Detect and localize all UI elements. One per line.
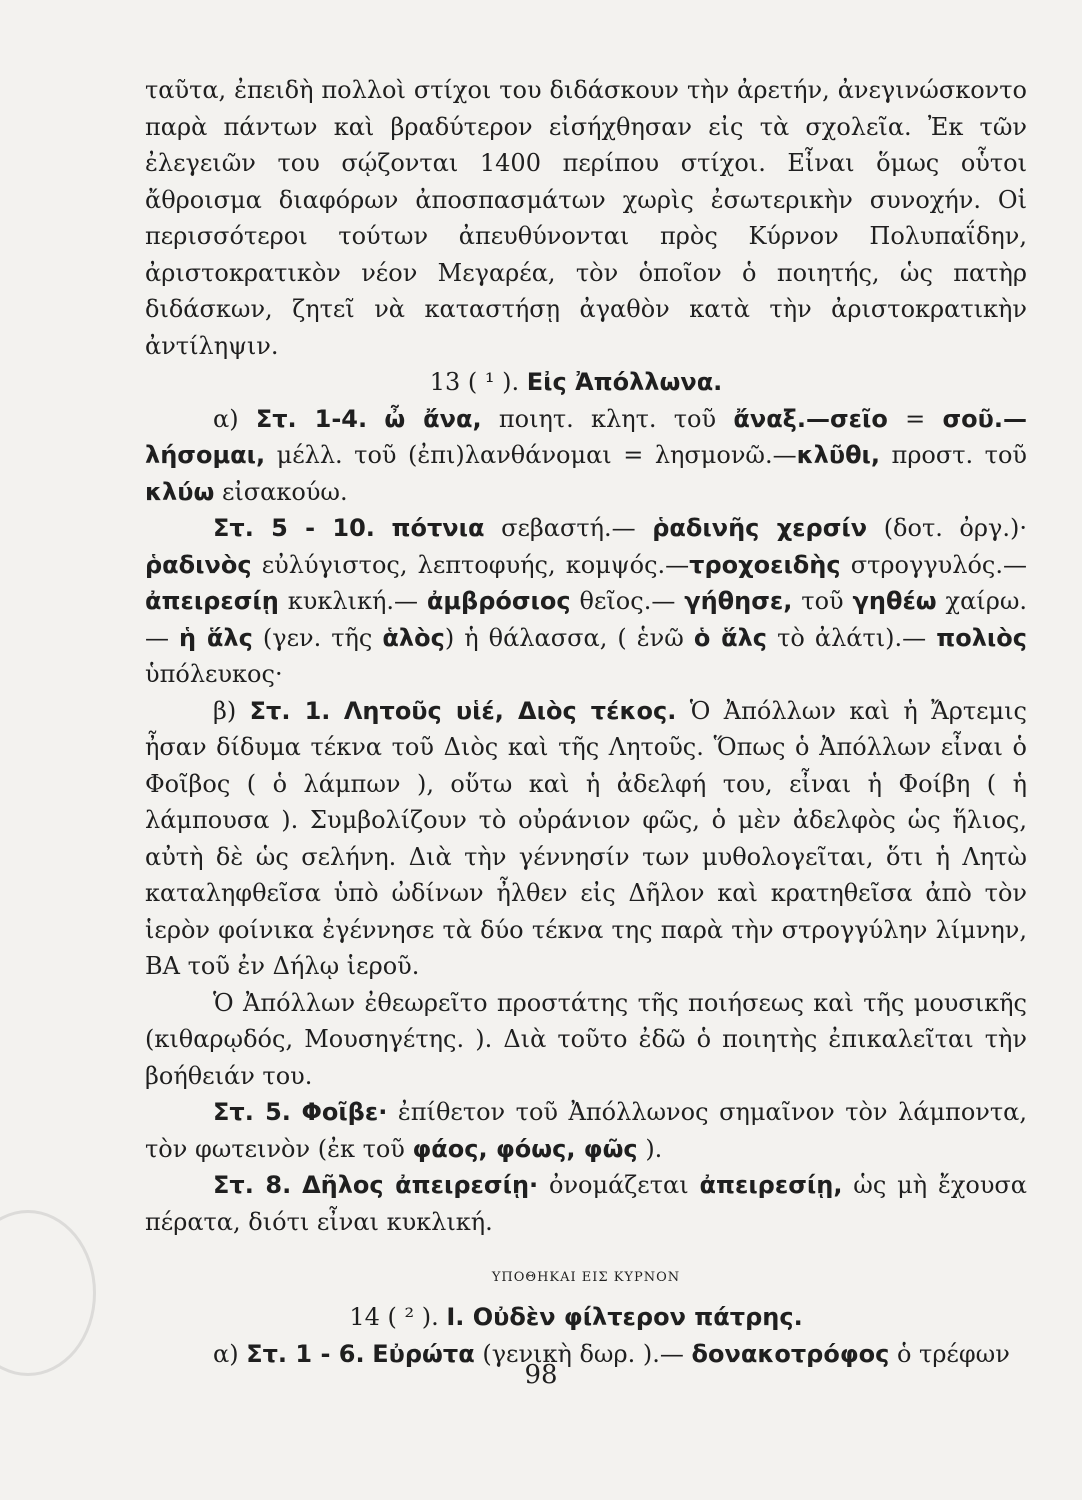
library-stamp bbox=[0, 1210, 96, 1376]
gloss: ἐπίθετον τοῦ Ἀπόλλωνος σημαῖνον τὸν λάμποντα, τὸν φωτεινὸν (ἐκ τοῦ bbox=[145, 1098, 1027, 1163]
intro-paragraph bbox=[145, 72, 1027, 364]
section-13-heading bbox=[125, 364, 1027, 401]
section-14-title: Ι. Οὐδὲν φίλτερον πάτρης. bbox=[446, 1303, 803, 1331]
gloss: ὁ τρέφων bbox=[896, 1339, 1010, 1368]
note-beta-1 bbox=[145, 693, 1027, 985]
gloss: μέλλ. τοῦ (ἐπι)λανθάνομαι = λησμονῶ.— bbox=[276, 441, 797, 469]
headword: κλῦθι, bbox=[796, 441, 881, 469]
note-verse-5 bbox=[145, 1094, 1027, 1167]
gloss: προστ. τοῦ bbox=[891, 441, 1027, 469]
headword: γηθέω bbox=[852, 587, 937, 615]
headword: ἄναξ.—σεῖο bbox=[733, 404, 888, 433]
apollo-paragraph bbox=[145, 985, 1027, 1095]
headword: Λητοῦς υἱέ, Διὸς τέκος. bbox=[343, 696, 677, 725]
label-alpha: α) bbox=[213, 404, 239, 433]
headword: δονακοτρόφος bbox=[691, 1339, 890, 1368]
apollo-text: Ὁ Ἀπόλλων ἐθεωρεῖτο προστάτης τῆς ποιήσεως καὶ τῆς μουσικῆς (κιθαρῳδός, Μουσηγέτης. ). Διὰ τοῦτο ἐδῶ ὁ ποιητὴς ἐπικαλεῖται τὴν βοήθειάν του. bbox=[145, 988, 1027, 1090]
headword: πολιὸς bbox=[936, 623, 1027, 652]
gloss: Ὁ Ἀπόλλων καὶ ἡ Ἄρτεμις ἦσαν δίδυμα τέκνα τοῦ Διὸς καὶ τῆς Λητοῦς. Ὅπως ὁ Ἀπόλλων εἶναι ὁ Φοῖβος ( ὁ λάμπων ), οὕτω καὶ ἡ ἀδελφή του, εἶναι ἡ Φοίβη ( ἡ λάμπουσα ). Συμβολίζουν τὸ οὐράνιον φῶς, ὁ μὲν ἀδελφὸς ὡς ἥλιος, αὐτὴ δὲ ὡς σελήνη. Διὰ τὴν γέννησίν των μυθολογεῖται, ὅτι ἡ Λητὼ καταληφθεῖσα ὑπὸ ὠδίνων ἦλθεν εἰς Δῆλον καὶ κρατηθεῖσα ἀπὸ τὸν ἱερὸν φοίνικα ἐγέννησε τὰ δύο τέκνα της παρὰ τὴν στρογγύλην λίμνην, ΒΑ τοῦ ἐν Δήλῳ ἱεροῦ. bbox=[145, 696, 1028, 980]
headword: πότνια bbox=[391, 514, 485, 542]
gloss: κυκλική.— bbox=[287, 587, 418, 615]
gloss: = bbox=[905, 404, 926, 433]
headword: ἡ ἅλς bbox=[179, 623, 253, 652]
section-14-number: 14 ( ² ). bbox=[349, 1303, 439, 1331]
headword: σοῦ.— bbox=[942, 404, 1027, 433]
headword: ἀπειρεσίῃ, bbox=[699, 1171, 843, 1199]
gloss: (δοτ. ὀργ.)· bbox=[883, 514, 1027, 542]
section-13-title: Εἰς Ἀπόλλωνα. bbox=[526, 368, 723, 396]
headword: ἁλὸς bbox=[382, 623, 445, 652]
headword: ὁ ἅλς bbox=[693, 623, 768, 652]
headword: ἀμβρόσιος bbox=[426, 587, 571, 615]
note-verse-8 bbox=[145, 1167, 1027, 1240]
note-verses-5-10 bbox=[145, 510, 1027, 693]
headword: ἀπειρεσίῃ bbox=[145, 587, 279, 615]
headword: Δῆλος ἀπειρεσίῃ· bbox=[302, 1171, 539, 1199]
headword: κλύω bbox=[145, 477, 215, 506]
label-alpha: α) bbox=[213, 1339, 239, 1368]
verse-ref: Στ. 8. bbox=[213, 1171, 292, 1199]
headword: τροχοειδὴς bbox=[689, 550, 841, 579]
gloss: τοῦ bbox=[801, 587, 844, 615]
intro-text: ταῦτα, ἐπειδὴ πολλοὶ στίχοι του διδάσκουν τὴν ἀρετήν, ἀνεγινώσκοντο παρὰ πάντων καὶ βραδύτερον εἰσήχθησαν εἰς τὰ σχολεῖα. Ἐκ τῶν ἐλεγειῶν του σῴζονται 1400 περίπου στίχοι. Εἶναι ὅμως οὗτοι ἄθροισμα διαφόρων ἀποσπασμάτων χωρὶς ἐσωτερικὴν συνοχήν. Οἱ περισσότεροι τούτων ἀπευθύνονται πρὸς Κύρνον Πολυπαΐδην, ἀριστοκρατικὸν νέον Μεγαρέα, τὸν ὁποῖον ὁ ποιητής, ὡς πατὴρ διδάσκων, ζητεῖ νὰ καταστήσῃ ἀγαθὸν κατὰ τὴν ἀριστοκρατικὴν ἀντίληψιν. bbox=[145, 76, 1027, 360]
gloss: τὸ ἀλάτι).— bbox=[777, 623, 927, 652]
gloss: ὀνομάζεται bbox=[549, 1171, 689, 1199]
label-beta: β) bbox=[213, 696, 237, 725]
verse-ref: Στ. 5. bbox=[213, 1098, 291, 1126]
headword: φάος, φόως, φῶς bbox=[412, 1134, 638, 1163]
gloss: ). bbox=[645, 1134, 663, 1163]
gloss: χαίρω.— bbox=[145, 587, 1028, 652]
gloss: στρογγυλός.— bbox=[850, 550, 1027, 579]
headword: Εὐρώτα bbox=[372, 1339, 475, 1368]
headword: ῥαδινὸς bbox=[145, 550, 252, 579]
gloss: ποιητ. κλητ. τοῦ bbox=[498, 404, 717, 433]
headword: λήσομαι, bbox=[145, 441, 266, 469]
gloss: ὡς μὴ ἔχουσα πέρατα, διότι εἶναι κυκλική. bbox=[145, 1171, 1028, 1236]
verse-ref: Στ. 1-4. bbox=[255, 404, 368, 433]
gloss: εἰσακούω. bbox=[221, 477, 348, 506]
gloss: εὐλύγιστος, λεπτοφυής, κομψός.— bbox=[261, 550, 690, 579]
section-14-heading bbox=[125, 1299, 1027, 1336]
headword: ὦ ἄνα, bbox=[384, 404, 482, 433]
headword: ῥαδινῆς χερσίν bbox=[652, 514, 868, 542]
verse-ref: Στ. 1. bbox=[249, 696, 331, 725]
gloss: σεβαστή.— bbox=[501, 514, 636, 542]
verse-ref: Στ. 5 - 10. bbox=[213, 514, 375, 542]
gloss: (γεν. τῆς bbox=[262, 623, 373, 652]
gloss: ὑπόλευκος· bbox=[145, 660, 283, 688]
note-alpha-14 bbox=[145, 401, 1027, 511]
verse-ref: Στ. 1 - 6. bbox=[246, 1339, 365, 1368]
headword: Φοῖβε· bbox=[301, 1098, 388, 1126]
gloss: ) ἡ θάλασσα, ( ἑνῶ bbox=[444, 623, 684, 652]
gloss: (γενικὴ δωρ. ).— bbox=[482, 1339, 684, 1368]
gloss: θεῖος.— bbox=[579, 587, 676, 615]
page-number: 98 bbox=[524, 1360, 558, 1390]
chapter-subheading: ΥΠΟΘΗΚΑΙ ΕΙΣ ΚΥΡΝΟΝ bbox=[491, 1270, 681, 1285]
section-13-number: 13 ( ¹ ). bbox=[429, 368, 520, 396]
headword: γήθησε, bbox=[684, 587, 793, 615]
